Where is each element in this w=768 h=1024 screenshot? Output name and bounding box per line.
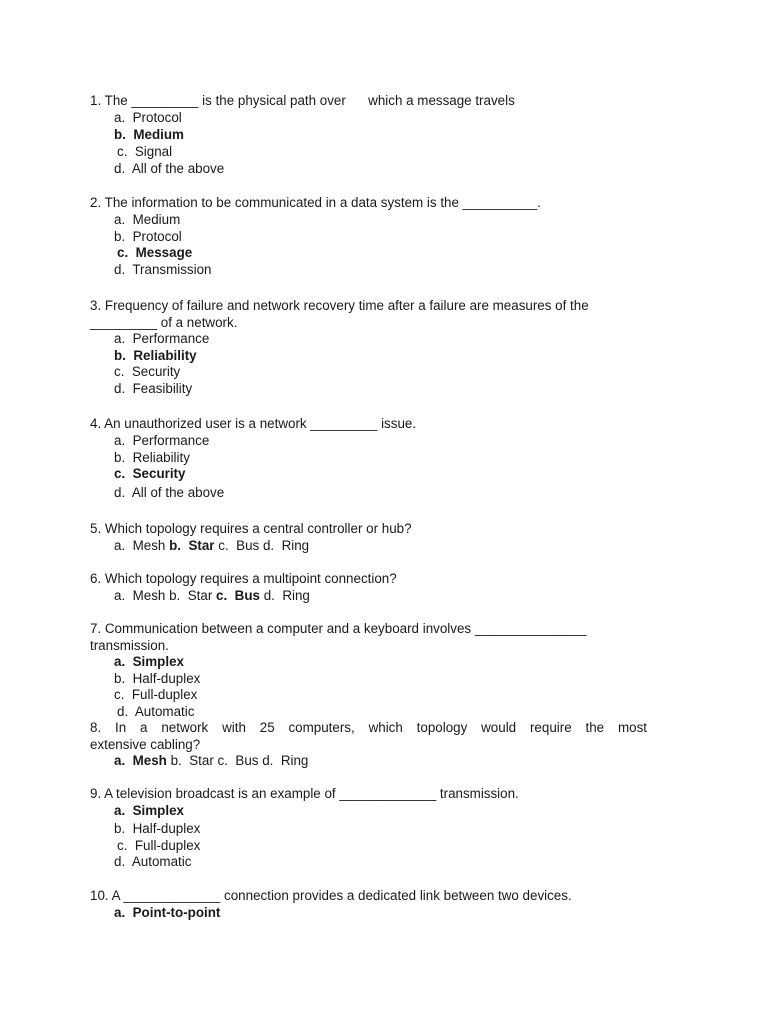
question-7-stem: 7. Communication between a computer and a keyboard involves _______________ (90, 621, 587, 636)
q1-option-c: c. Signal (117, 144, 173, 159)
question-1-stem: 1. The _________ is the physical path over which a message travels (90, 93, 515, 108)
question-3-stem: 3. Frequency of failure and network recovery time after a failure are measures of the (90, 298, 589, 313)
q6-options-inline: a. Mesh b. Star c. Bus d. Ring (114, 588, 310, 603)
q2-option-b: b. Protocol (114, 229, 182, 244)
question-8-stem-cont: extensive cabling? (90, 737, 201, 752)
q4-option-a: a. Performance (114, 433, 210, 448)
q4-option-d: d. All of the above (114, 485, 225, 500)
question-3-stem-cont: _________ of a network. (90, 315, 238, 330)
q1-option-d: d. All of the above (114, 161, 225, 176)
question-9-stem: 9. A television broadcast is an example of _____________ transmission. (90, 786, 519, 801)
q7-option-d: d. Automatic (117, 704, 195, 719)
q5-option-b-answer: b. Star (169, 538, 215, 553)
q6-option-c-answer: c. Bus (216, 588, 260, 603)
q1-option-b-answer: b. Medium (114, 127, 184, 142)
question-4-stem: 4. An unauthorized user is a network _________ issue. (90, 416, 417, 431)
q9-option-d: d. Automatic (114, 854, 192, 869)
q1-option-a: a. Protocol (114, 110, 182, 125)
q3-option-a: a. Performance (114, 331, 210, 346)
q2-option-c-answer: c. Message (117, 245, 193, 260)
q2-option-d: d. Transmission (114, 262, 212, 277)
q7-option-c: c. Full-duplex (114, 687, 198, 702)
q4-option-c-answer: c. Security (114, 466, 186, 481)
q8-options-inline: a. Mesh b. Star c. Bus d. Ring (114, 753, 309, 768)
q2-option-a: a. Medium (114, 212, 181, 227)
q4-option-b: b. Reliability (114, 450, 190, 465)
q5-options-inline: a. Mesh b. Star c. Bus d. Ring (114, 538, 310, 553)
question-6-stem: 6. Which topology requires a multipoint connection? (90, 571, 397, 586)
q10-option-a-answer: a. Point-to-point (114, 905, 221, 920)
question-2-stem: 2. The information to be communicated in a data system is the __________. (90, 195, 541, 210)
q3-option-d: d. Feasibility (114, 381, 193, 396)
q3-option-c: c. Security (114, 364, 181, 379)
q8-option-a-answer: a. Mesh (114, 753, 167, 768)
question-8-stem: 8. In a network with 25 computers, which topology would require the most (90, 720, 647, 735)
q7-option-b: b. Half-duplex (114, 671, 201, 686)
q7-option-a-answer: a. Simplex (114, 654, 184, 669)
question-7-stem-cont: transmission. (90, 638, 169, 653)
question-10-stem: 10. A _____________ connection provides a dedicated link between two devices. (90, 888, 572, 903)
question-5-stem: 5. Which topology requires a central controller or hub? (90, 521, 412, 536)
q3-option-b-answer: b. Reliability (114, 348, 197, 363)
q9-option-c: c. Full-duplex (117, 838, 201, 853)
q9-option-a-answer: a. Simplex (114, 803, 184, 818)
q9-option-b: b. Half-duplex (114, 821, 201, 836)
